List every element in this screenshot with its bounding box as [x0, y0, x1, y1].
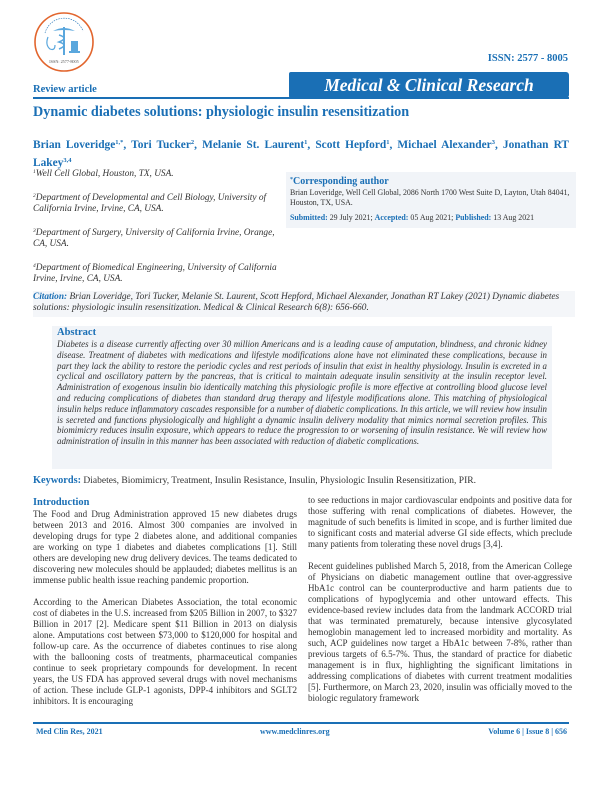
keywords-text: Diabetes, Biomimicry, Treatment, Insulin Resistance, Insulin, Physiologic Insulin Resensitization, PIR.: [83, 476, 476, 486]
affiliation-4: $^4$Department of Biomedical Engineering, University of California Irvine, Irvine, CA, USA.: [33, 262, 277, 284]
footer-journal-year: Med Clin Res, 2021: [36, 727, 103, 736]
abstract-box: [52, 326, 552, 469]
corresponding-author-box: [286, 172, 576, 228]
logo-issn-text: ISSN: 2577-8005: [49, 59, 79, 64]
footer-website-link[interactable]: www.medclinres.org: [260, 727, 330, 736]
journal-name-banner: Medical & Clinical Research: [289, 72, 569, 98]
citation-label: Citation:: [33, 292, 68, 302]
author-affiliation-marker: 1: [304, 139, 308, 146]
author-name: Scott Hepford: [315, 139, 387, 151]
citation-text: Brian Loveridge, Tori Tucker, Melanie St. Laurent, Scott Hepford, Michael Alexander, Jonathan RT Lakey (2021) Dynamic diabetes solutions: physiologic insulin resensitization. Medical & Clinical Research 6(8): 656-660.: [33, 292, 560, 313]
affiliations: [33, 167, 281, 296]
author-affiliation-marker: 3,4: [63, 157, 72, 164]
header-divider: [33, 97, 569, 99]
footer-divider: [33, 722, 569, 724]
affiliation-1: $^1$Well Cell Global, Houston, TX, USA.: [33, 169, 174, 179]
body-column-right: [308, 495, 572, 715]
publication-dates: Submitted: 29 July 2021; Accepted: 05 Aug 2021; Published: 13 Aug 2021: [290, 213, 535, 222]
author-name: Brian Loveridge: [33, 139, 116, 151]
body-column-left: [33, 497, 297, 718]
author-affiliation-marker: 1,*: [115, 139, 124, 146]
corresponding-author-address: Brian Loveridge, Well Cell Global, 2086 North 1700 West Suite D, Layton, Utah 84041, Houston, TX, USA.: [290, 188, 570, 207]
keywords: [33, 475, 476, 486]
citation: [33, 291, 575, 317]
accepted-date: 05 Aug 2021;: [410, 213, 454, 222]
author-name: Michael Alexander: [397, 139, 492, 151]
affiliation-3: $^3$Department of Surgery, University of California Irvine, Orange, CA, USA.: [33, 227, 275, 249]
submitted-date: 29 July 2021;: [329, 213, 373, 222]
author-name: Melanie St. Laurent: [202, 139, 305, 151]
abstract-heading: Abstract: [57, 327, 97, 338]
affiliation-2: $^2$Department of Developmental and Cell Biology, University of California Irvine, Irvine, CA, USA.: [33, 192, 267, 214]
body-paragraph: Recent guidelines published March 5, 2018, from the American College of Physicians on diabetic management outline that over-aggressive HbA1c control can be counterproductive and harm patients due to complications of hypoglycemia and other untoward effects. This evidence-based review includes data from the landmark ACCORD trial that was terminated prematurely, because intensive glycosylated hemoglobin management led to increased morbidity and mortality. As such, ACP guidelines now target a HbA1c between 7-8%, rather than previous targets of 6.5-7%. Thus, the standard of practice for diabetic management is in flux, highlighting the significant limitations in addressing complications of diabetes with current treatment modalities [5]. Furthermore, on March 23, 2020, insulin was officially moved to the biologic regulatory framework: [308, 561, 572, 703]
footer-volume-issue-page: Volume 6 | Issue 8 | 656: [488, 727, 567, 736]
published-date: 13 Aug 2021: [493, 213, 535, 222]
author-name: Jonathan RT Lakey: [33, 139, 569, 169]
body-paragraph: The Food and Drug Administration approved 15 new diabetes drugs between 2013 and 2016. Almost 300 companies are involved in developing drugs for type 2 diabetes alone, and additional companies are working on type 1 diabetes and diabetes complications [1]. Still others are developing new drug delivery devices. The teams dedicated to discovering new molecules should be applauded; diabetes mellitus is an immense public health issue reaching pandemic proportion.: [33, 509, 297, 585]
author-name: Tori Tucker: [131, 139, 191, 151]
issn: ISSN: 2577 - 8005: [487, 53, 568, 64]
body-paragraph: to see reductions in major cardiovascular endpoints and positive data for those suffering with renal complications of diabetes. However, the magnitude of such benefits is limited in scope, and is further limited due to significant costs and material adverse GI side effects, which preclude many patients from tolerating these novel drugs [3,4].: [308, 495, 572, 549]
corresponding-author-heading: *Corresponding author: [290, 176, 389, 187]
author-affiliation-marker: 2: [190, 139, 195, 146]
keywords-label: Keywords:: [33, 475, 82, 486]
author-affiliation-marker: 3: [491, 139, 495, 146]
article-type: Review article: [33, 84, 97, 95]
body-paragraph: According to the American Diabetes Association, the total economic cost of diabetes in the U.S. increased from $205 Billion in 2007, to $327 Billion in 2017 [2]. Medicare spent $11 Billion in 2013 on dialysis alone. Amputations cost between $73,000 to $120,000 for hospital and follow-up care. As the occurrence of diabetes continues to rise along with the ballooning costs of treatments, pharmaceutical companies continue to seek proprietary compounds for development. In recent years, the US FDA has approved several drugs with novel mechanisms of action. These include GLP-1 agonists, DPP-4 inhibitors and SGLT2 inhibitors. It is encouraging: [33, 597, 297, 706]
journal-logo-icon: [33, 11, 95, 73]
author-affiliation-marker: 1: [386, 139, 390, 146]
article-title: Dynamic diabetes solutions: physiologic insulin resensitization: [33, 104, 410, 120]
abstract-text: Diabetes is a disease currently affecting over 30 million Americans and is a leading cause of amputation, blindness, and chronic kidney disease. Treatment of diabetes with medications and lifestyle modifications alone have not eliminated these complications, because in part they lack the ability to restore the periodic cycles and rest periods of insulin that exist in healthy physiology. Insulin is excreted in a cyclical and oscillatory pattern by the pancreas, that is critical to maintain adequate insulin sensitivity at the insulin receptor level. Administration of exogenous insulin bio identically matching this physiologic profile is more effective at controlling blood glucose level and reducing complications of diabetes than standard drug therapy and lifestyle modifications alone. This matching of physiological insulin helps reduce inflammatory cascades responsible for a number of diabetic complications. In this article, we will review how insulin is secreted and functions physiologically and highlight a dynamic insulin delivery modality that mimics normal secretion profiles. This biomimicry reduces insulin exposure, which appears to reduce the progression to or worsening of insulin resistance. We will review how administration of insulin in this manner has been associated with reduction of diabetic complications.: [57, 339, 547, 447]
introduction-heading: Introduction: [33, 497, 90, 508]
author-list: Brian Loveridge$^{1,*}$, Tori Tucker$^2$, Melanie St. Laurent$^1$, Scott Hepford$^1$, Michael Alexander$^3$, Jonathan RT Lakey$^{3,4}$: [33, 139, 569, 169]
